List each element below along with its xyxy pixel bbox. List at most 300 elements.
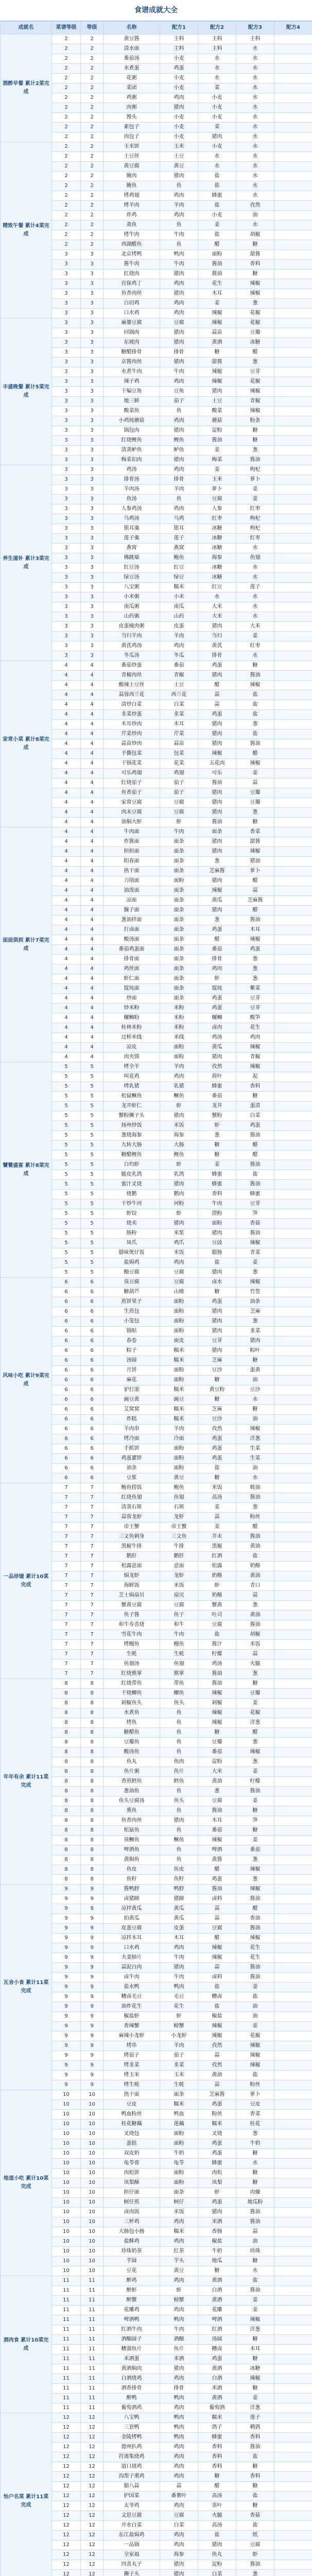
- ingredient-2: 糟卤: [198, 1992, 236, 2002]
- level: 3: [81, 250, 103, 260]
- dish-name: 口水鸡: [103, 309, 160, 318]
- level: 6: [81, 1395, 103, 1405]
- level: 6: [81, 1327, 103, 1336]
- ingredient-1: 三文鱼: [160, 1532, 198, 1542]
- ingredient-3: 姜: [236, 632, 274, 641]
- ingredient-3: 洋葱: [236, 1434, 274, 1444]
- level: 9: [81, 2061, 103, 2071]
- ingredient-1: 主料: [160, 44, 198, 54]
- ingredient-1: 鸭肉: [160, 250, 198, 260]
- ingredient-1: 鱼: [160, 1826, 198, 1836]
- col-header: 等级: [81, 22, 103, 35]
- ingredient-4: [274, 2550, 312, 2560]
- ingredient-1: 番茄: [160, 661, 198, 671]
- recipe-level: 8: [52, 1845, 81, 1855]
- ingredient-1: 牛奶: [160, 2149, 198, 2159]
- dish-name: 油焖大虾: [103, 818, 160, 827]
- achievement-name: 怡户名菜 累计11菜完成: [1, 2413, 52, 2576]
- dish-name: 南瓜粥: [103, 602, 160, 612]
- achievement-name: 养生滋补 累计3菜完成: [1, 465, 52, 661]
- level: 10: [81, 2120, 103, 2129]
- recipe-level: 3: [52, 583, 81, 592]
- level: 2: [81, 74, 103, 83]
- dish-name: 双皮奶: [103, 2149, 160, 2159]
- ingredient-1: 青椒: [160, 671, 198, 681]
- ingredient-1: 面条: [160, 955, 198, 964]
- ingredient-4: [274, 857, 312, 867]
- level: 3: [81, 377, 103, 387]
- level: 5: [81, 1199, 103, 1209]
- dish-name: 文思豆腐: [103, 2511, 160, 2521]
- ingredient-3: 酱油: [236, 739, 274, 749]
- ingredient-2: 盐: [198, 1630, 236, 1640]
- ingredient-2: 红酒: [198, 1552, 236, 1562]
- level: 6: [81, 1336, 103, 1346]
- ingredient-4: [274, 867, 312, 876]
- level: 8: [81, 1836, 103, 1845]
- ingredient-2: 辣椒: [198, 749, 236, 759]
- ingredient-4: [274, 436, 312, 446]
- ingredient-2: 盐: [198, 201, 236, 211]
- recipe-level: 9: [52, 1973, 81, 1982]
- ingredient-2: 啤酒: [198, 2315, 236, 2325]
- ingredient-3: 糖: [236, 818, 274, 827]
- ingredient-2: 番茄: [198, 1092, 236, 1101]
- ingredient-4: [274, 1415, 312, 1425]
- dish-name: 帝王蟹: [103, 1522, 160, 1532]
- ingredient-4: [274, 2403, 312, 2413]
- ingredient-1: 猪肉: [160, 328, 198, 338]
- dish-name: 水煮鱼: [103, 1708, 160, 1718]
- recipe-level: 11: [52, 2335, 81, 2345]
- level: 3: [81, 279, 103, 289]
- ingredient-2: 香料: [198, 1190, 236, 1199]
- ingredient-1: 鸭肉: [160, 1982, 198, 1992]
- level: 4: [81, 1013, 103, 1023]
- ingredient-4: [274, 1425, 312, 1434]
- ingredient-4: [274, 2315, 312, 2325]
- recipe-level: 9: [52, 1963, 81, 1973]
- ingredient-4: [274, 1601, 312, 1611]
- recipe-level: 2: [52, 211, 81, 221]
- ingredient-4: [274, 1924, 312, 1934]
- ingredient-1: 熊掌: [160, 1669, 198, 1679]
- ingredient-3: 酱油: [236, 455, 274, 465]
- ingredient-3: 水: [236, 181, 274, 191]
- ingredient-1: 鱼头: [160, 1699, 198, 1708]
- ingredient-4: [274, 2394, 312, 2403]
- recipe-level: 9: [52, 1885, 81, 1894]
- ingredient-1: 鸡肉: [160, 416, 198, 426]
- ingredient-2: 盐: [198, 1982, 236, 1992]
- dish-name: 蒜泥白肉: [103, 1963, 160, 1973]
- level: 2: [81, 123, 103, 132]
- dish-name: 红烧鲤鱼: [103, 436, 160, 446]
- dish-name: 蒜蓉龙虾: [103, 1513, 160, 1522]
- ingredient-3: 蛋黄: [236, 1366, 274, 1376]
- level: 3: [81, 358, 103, 367]
- dish-name: 羊肉汤: [103, 485, 160, 495]
- ingredient-1: 面条: [160, 974, 198, 984]
- ingredient-3: 盐: [236, 2452, 274, 2462]
- ingredient-3: 萝卜: [236, 475, 274, 485]
- recipe-level: 3: [52, 563, 81, 573]
- ingredient-2: 红豆: [198, 583, 236, 592]
- dish-name: 扬州炒饭: [103, 1121, 160, 1131]
- dish-name: 焗龙虾: [103, 1571, 160, 1581]
- ingredient-3: 红枣: [236, 534, 274, 544]
- ingredient-4: [274, 1483, 312, 1493]
- ingredient-2: 豆豉: [198, 1239, 236, 1248]
- table-row: [1, 318, 312, 328]
- level: 4: [81, 778, 103, 788]
- ingredient-3: 肉燥: [236, 2188, 274, 2198]
- recipe-level: 3: [52, 299, 81, 309]
- level: 12: [81, 2433, 103, 2443]
- ingredient-2: 蒜: [198, 2080, 236, 2090]
- ingredient-2: 小麦: [198, 211, 236, 221]
- level: 6: [81, 1287, 103, 1297]
- ingredient-4: [274, 2266, 312, 2276]
- ingredient-3: 辣椒: [236, 2315, 274, 2325]
- ingredient-4: [274, 2433, 312, 2443]
- dish-name: 梅菜扣肉: [103, 455, 160, 465]
- ingredient-3: 糖: [236, 2384, 274, 2394]
- recipe-level: 7: [52, 1591, 81, 1601]
- ingredient-1: 鸡肉: [160, 2472, 198, 2482]
- recipe-level: 8: [52, 1738, 81, 1748]
- ingredient-4: [274, 514, 312, 524]
- ingredient-2: 豆腐: [198, 1620, 236, 1630]
- level: 9: [81, 2071, 103, 2080]
- level: 11: [81, 2384, 103, 2394]
- ingredient-1: 面粉: [160, 1307, 198, 1317]
- dish-name: 当归羊肉: [103, 632, 160, 641]
- ingredient-3: 酱油: [236, 1229, 274, 1239]
- level: 8: [81, 1689, 103, 1699]
- ingredient-1: 虾: [160, 818, 198, 827]
- dish-name: 盐酥鸡: [103, 2237, 160, 2247]
- dish-name: 盐水鸭: [103, 1982, 160, 1992]
- ingredient-4: [274, 2413, 312, 2423]
- recipe-level: 12: [52, 2570, 81, 2576]
- ingredient-1: 鸡肉: [160, 2237, 198, 2247]
- dish-name: 醉虾: [103, 2286, 160, 2296]
- recipe-level: 9: [52, 2012, 81, 2022]
- level: 4: [81, 739, 103, 749]
- ingredient-4: [274, 1826, 312, 1836]
- level: 11: [81, 2345, 103, 2354]
- level: 10: [81, 2178, 103, 2188]
- level: 7: [81, 1552, 103, 1562]
- ingredient-2: 红枣: [198, 514, 236, 524]
- ingredient-2: 辣椒: [198, 1718, 236, 1728]
- ingredient-4: [274, 896, 312, 906]
- level: 5: [81, 1072, 103, 1082]
- ingredient-4: [274, 534, 312, 544]
- dish-name: 鱼香肉丝: [103, 289, 160, 299]
- dish-name: 银耳羹: [103, 524, 160, 534]
- ingredient-4: [274, 1855, 312, 1865]
- ingredient-1: 面条: [160, 925, 198, 935]
- ingredient-3: 葱: [236, 2570, 274, 2576]
- level: 3: [81, 260, 103, 269]
- level: 10: [81, 2100, 103, 2110]
- ingredient-2: 虾: [198, 1121, 236, 1131]
- ingredient-2: 菜: [198, 123, 236, 132]
- ingredient-2: 蟹黄: [198, 1601, 236, 1611]
- ingredient-2: 猪肉: [198, 847, 236, 857]
- dish-name: 鱼片粥: [103, 1767, 160, 1777]
- ingredient-2: 馄饨: [198, 984, 236, 994]
- recipe-level: 8: [52, 1865, 81, 1875]
- dish-name: 酱鸭脖: [103, 1885, 160, 1894]
- ingredient-3: 酱油: [236, 1620, 274, 1630]
- dish-name: 月饼: [103, 1366, 160, 1376]
- ingredient-1: 鳜鱼: [160, 1092, 198, 1101]
- level: 7: [81, 1571, 103, 1581]
- ingredient-2: 豆腐: [198, 1797, 236, 1806]
- level: 8: [81, 1875, 103, 1885]
- ingredient-2: 糖: [198, 1473, 236, 1483]
- ingredient-2: 猪肉: [198, 730, 236, 739]
- ingredient-2: 黄酒: [198, 2394, 236, 2403]
- recipe-level: 3: [52, 592, 81, 602]
- ingredient-4: [274, 1581, 312, 1591]
- level: 9: [81, 1992, 103, 2002]
- recipe-level: 5: [52, 1150, 81, 1160]
- recipe-level: 10: [52, 2100, 81, 2110]
- ingredient-4: [274, 1738, 312, 1748]
- ingredient-3: 辣椒: [236, 681, 274, 690]
- level: 12: [81, 2452, 103, 2462]
- recipe-level: 10: [52, 2120, 81, 2129]
- recipe-level: 3: [52, 250, 81, 260]
- ingredient-2: 排骨: [198, 955, 236, 964]
- ingredient-2: 水: [198, 64, 236, 74]
- recipe-level: 12: [52, 2521, 81, 2531]
- ingredient-1: 面粉: [160, 1053, 198, 1062]
- ingredient-1: 猪肉: [160, 2560, 198, 2570]
- table-row: [1, 2413, 312, 2423]
- recipe-level: 3: [52, 495, 81, 504]
- ingredient-4: [274, 1023, 312, 1033]
- recipe-level: 4: [52, 867, 81, 876]
- level: 4: [81, 1004, 103, 1013]
- dish-name: 三杯鸡: [103, 2217, 160, 2227]
- ingredient-1: 鱼: [160, 240, 198, 250]
- ingredient-4: [274, 974, 312, 984]
- ingredient-1: 面粉: [160, 2139, 198, 2149]
- recipe-level: 4: [52, 661, 81, 671]
- level: 11: [81, 2394, 103, 2403]
- level: 9: [81, 1953, 103, 1963]
- ingredient-1: 鲍鱼: [160, 553, 198, 563]
- ingredient-2: 蒜: [198, 1963, 236, 1973]
- recipe-level: 11: [52, 2296, 81, 2306]
- ingredient-2: 猪肉: [198, 1317, 236, 1327]
- ingredient-4: [274, 485, 312, 495]
- dish-name: 糖醋鱼: [103, 1728, 160, 1738]
- ingredient-4: [274, 2022, 312, 2031]
- recipe-level: 9: [52, 1992, 81, 2002]
- achievement-name: 酒肉食 累计10菜完成: [1, 2276, 52, 2413]
- ingredient-3: 醋: [236, 1141, 274, 1150]
- recipe-level: 3: [52, 622, 81, 632]
- dish-name: 桂林米粉: [103, 1023, 160, 1033]
- recipe-level: 11: [52, 2345, 81, 2354]
- ingredient-2: 辣椒: [198, 1836, 236, 1845]
- ingredient-1: 鸡肉: [160, 2374, 198, 2384]
- ingredient-4: [274, 1336, 312, 1346]
- ingredient-3: 油: [236, 211, 274, 221]
- level: 4: [81, 690, 103, 700]
- ingredient-1: 猪肉: [160, 358, 198, 367]
- ingredient-1: 莲子: [160, 534, 198, 544]
- ingredient-2: 黄豆粉: [198, 1385, 236, 1395]
- ingredient-4: [274, 1836, 312, 1845]
- dish-name: 肉粥: [103, 103, 160, 113]
- level: 8: [81, 1748, 103, 1757]
- recipe-level: 4: [52, 749, 81, 759]
- ingredient-1: 面条: [160, 867, 198, 876]
- level: 7: [81, 1650, 103, 1659]
- dish-name: 豆浆: [103, 1473, 160, 1483]
- ingredient-4: [274, 2159, 312, 2168]
- ingredient-2: 糯米: [198, 2413, 236, 2423]
- ingredient-4: [274, 1963, 312, 1973]
- ingredient-1: 羊肉: [160, 1425, 198, 1434]
- ingredient-3: 姜: [236, 769, 274, 778]
- ingredient-4: [274, 64, 312, 74]
- ingredient-3: 生菜: [236, 1444, 274, 1454]
- recipe-level: 8: [52, 1748, 81, 1757]
- dish-name: 辣子鸡: [103, 377, 160, 387]
- ingredient-3: 水: [236, 152, 274, 162]
- ingredient-1: 鱼: [160, 1748, 198, 1757]
- ingredient-3: 糖: [236, 661, 274, 671]
- recipe-level: 9: [52, 2022, 81, 2031]
- recipe-level: 5: [52, 1199, 81, 1209]
- recipe-level: 9: [52, 1904, 81, 1914]
- ingredient-2: 鸡汤: [198, 1659, 236, 1669]
- ingredient-2: 蜂蜜: [198, 1170, 236, 1180]
- ingredient-3: 辣椒: [236, 387, 274, 397]
- dish-name: 油条: [103, 1464, 160, 1473]
- ingredient-3: 糖: [236, 1679, 274, 1689]
- ingredient-3: 番茄: [236, 1845, 274, 1855]
- recipe-level: 4: [52, 916, 81, 925]
- level: 5: [81, 1150, 103, 1160]
- dish-name: 黄豆酱: [103, 35, 160, 44]
- ingredient-1: 韭菜: [160, 2061, 198, 2071]
- level: 6: [81, 1356, 103, 1366]
- dish-name: 烤鱼: [103, 1718, 160, 1728]
- ingredient-2: 鸡蛋: [198, 710, 236, 720]
- level: 9: [81, 2080, 103, 2090]
- page-title: 食谱成就大全: [0, 0, 312, 21]
- recipe-level: 6: [52, 1425, 81, 1434]
- recipe-level: 2: [52, 221, 81, 230]
- ingredient-4: [274, 1219, 312, 1229]
- ingredient-1: 鸭肉: [160, 2413, 198, 2423]
- ingredient-2: 高汤: [198, 1493, 236, 1503]
- dish-name: 沟帮子熏鸡: [103, 2472, 160, 2482]
- recipe-level: 12: [52, 2531, 81, 2540]
- ingredient-4: [274, 2208, 312, 2217]
- ingredient-4: [274, 2492, 312, 2501]
- recipe-level: 8: [52, 1816, 81, 1826]
- level: 3: [81, 612, 103, 622]
- ingredient-4: [274, 2257, 312, 2266]
- ingredient-1: 牛肉: [160, 1973, 198, 1982]
- ingredient-3: 辣椒: [236, 2061, 274, 2071]
- ingredient-4: [274, 2374, 312, 2384]
- ingredient-3: 水: [236, 544, 274, 553]
- ingredient-2: 番茄: [198, 945, 236, 955]
- ingredient-2: 糖: [198, 1728, 236, 1738]
- ingredient-1: 面粉: [160, 2129, 198, 2139]
- dish-name: 皮蛋豆腐: [103, 1924, 160, 1934]
- ingredient-4: [274, 162, 312, 172]
- ingredient-3: 莲子: [236, 2413, 274, 2423]
- ingredient-3: 葱: [236, 808, 274, 818]
- level: 8: [81, 1855, 103, 1865]
- ingredient-4: [274, 54, 312, 64]
- ingredient-2: 黄酱: [198, 1855, 236, 1865]
- dish-name: 护国菜: [103, 2492, 160, 2501]
- ingredient-3: 水: [236, 1395, 274, 1405]
- dish-name: 腊八蒜: [103, 2482, 160, 2492]
- recipe-level: 9: [52, 1924, 81, 1934]
- ingredient-1: 鱼: [160, 1708, 198, 1718]
- ingredient-3: 醋: [236, 749, 274, 759]
- ingredient-3: 大米: [236, 622, 274, 632]
- recipe-level: 11: [52, 2364, 81, 2374]
- recipe-level: 10: [52, 2208, 81, 2217]
- ingredient-1: 小麦: [160, 83, 198, 93]
- ingredient-3: 笋: [236, 1816, 274, 1826]
- dish-name: 虾饺: [103, 1209, 160, 1219]
- achievement-name: 丰盛晚餐 累计5菜完成: [1, 318, 52, 465]
- ingredient-2: 海参: [198, 553, 236, 563]
- ingredient-2: 腊肠: [198, 1248, 236, 1258]
- level: 2: [81, 221, 103, 230]
- ingredient-2: 糖: [198, 1150, 236, 1160]
- dish-name: 水煮蛋: [103, 64, 160, 74]
- ingredient-4: [274, 1630, 312, 1640]
- level: 4: [81, 1043, 103, 1053]
- ingredient-1: 面条: [160, 984, 198, 994]
- dish-name: 花粥: [103, 74, 160, 83]
- dish-name: 凉拌木耳: [103, 1934, 160, 1943]
- recipe-level: 2: [52, 230, 81, 240]
- ingredient-1: 面粉: [160, 1297, 198, 1307]
- ingredient-3: 酱油: [236, 2286, 274, 2296]
- recipe-level: 6: [52, 1278, 81, 1287]
- ingredient-4: [274, 945, 312, 955]
- recipe-level: 5: [52, 1160, 81, 1170]
- ingredient-4: [274, 465, 312, 475]
- level: 4: [81, 974, 103, 984]
- recipe-level: 4: [52, 857, 81, 867]
- recipe-level: 4: [52, 710, 81, 720]
- ingredient-1: 猪肉: [160, 2570, 198, 2576]
- ingredient-1: 鱼: [160, 1806, 198, 1816]
- ingredient-2: 黄瓜: [198, 1043, 236, 1053]
- dish-name: 肠粉: [103, 1229, 160, 1239]
- ingredient-3: 枸杞: [236, 524, 274, 534]
